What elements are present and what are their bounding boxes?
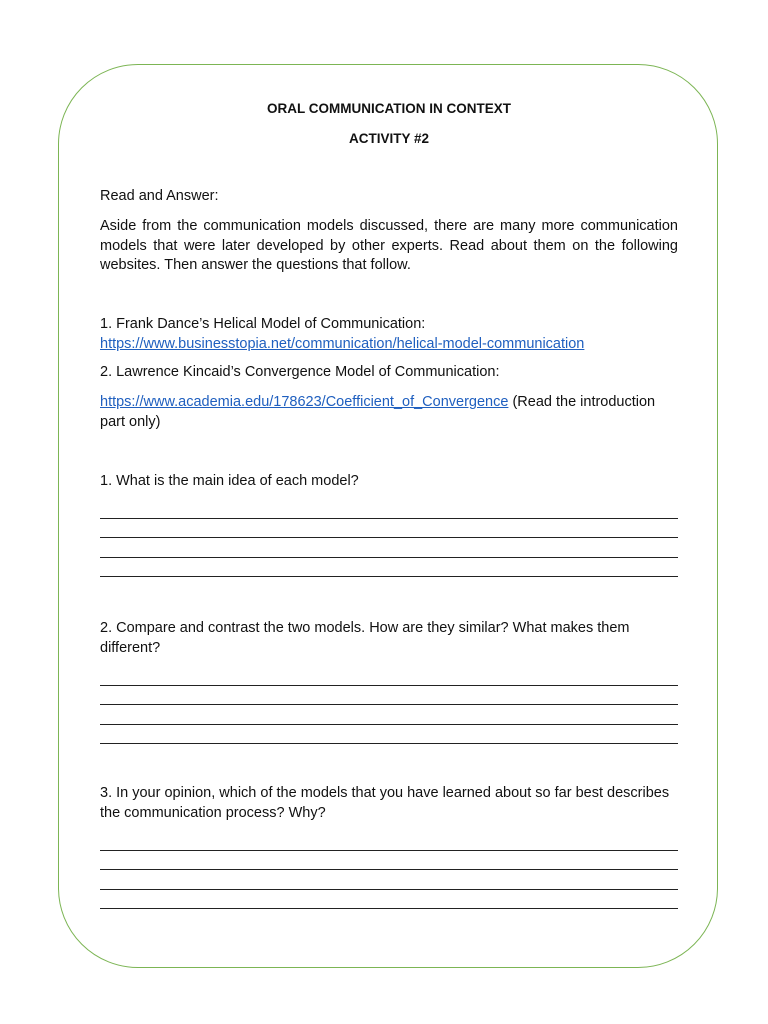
answer-line [100,831,678,851]
answer-line [100,558,678,578]
document-title: ORAL COMMUNICATION IN CONTEXT [267,101,511,116]
question-3-answer-area[interactable] [100,831,678,909]
answer-line [100,686,678,706]
resource-1-label: 1. Frank Dance’s Helical Model of Communication: [100,316,426,332]
question-3: 3. In your opinion, which of the models that you have learned about so far best describes the communication process? Why? [100,785,670,821]
question-2-answer-area[interactable] [100,666,678,744]
answer-line [100,538,678,558]
activity-number: ACTIVITY #2 [348,131,430,146]
answer-line [100,725,678,745]
answer-line [100,870,678,890]
resource-2-note: (Read the introduction part only) [100,394,656,430]
answer-line [100,890,678,910]
instructions-heading: Read and Answer: [100,188,219,204]
resource-1 [100,315,678,354]
instructions-paragraph: Aside from the communication models discussed, there are many more communication models that were later developed by other experts. Read about them on the following websites. Then answer the questions that follow. [100,218,678,273]
question-1-answer-area[interactable] [100,499,678,577]
resource-2-link[interactable]: https://www.academia.edu/178623/Coefficient_of_Convergence [100,394,509,410]
answer-line [100,499,678,519]
resource-1-link[interactable]: https://www.businesstopia.net/communication/helical-model-communication [100,335,585,352]
answer-line [100,705,678,725]
answer-line [100,666,678,686]
resource-2 [100,393,678,432]
answer-line [100,851,678,871]
question-2: 2. Compare and contrast the two models. How are they similar? What makes them different? [100,620,630,656]
answer-line [100,519,678,539]
resource-2-label: 2. Lawrence Kincaid’s Convergence Model of Communication: [100,364,500,380]
question-1: 1. What is the main idea of each model? [100,473,359,489]
